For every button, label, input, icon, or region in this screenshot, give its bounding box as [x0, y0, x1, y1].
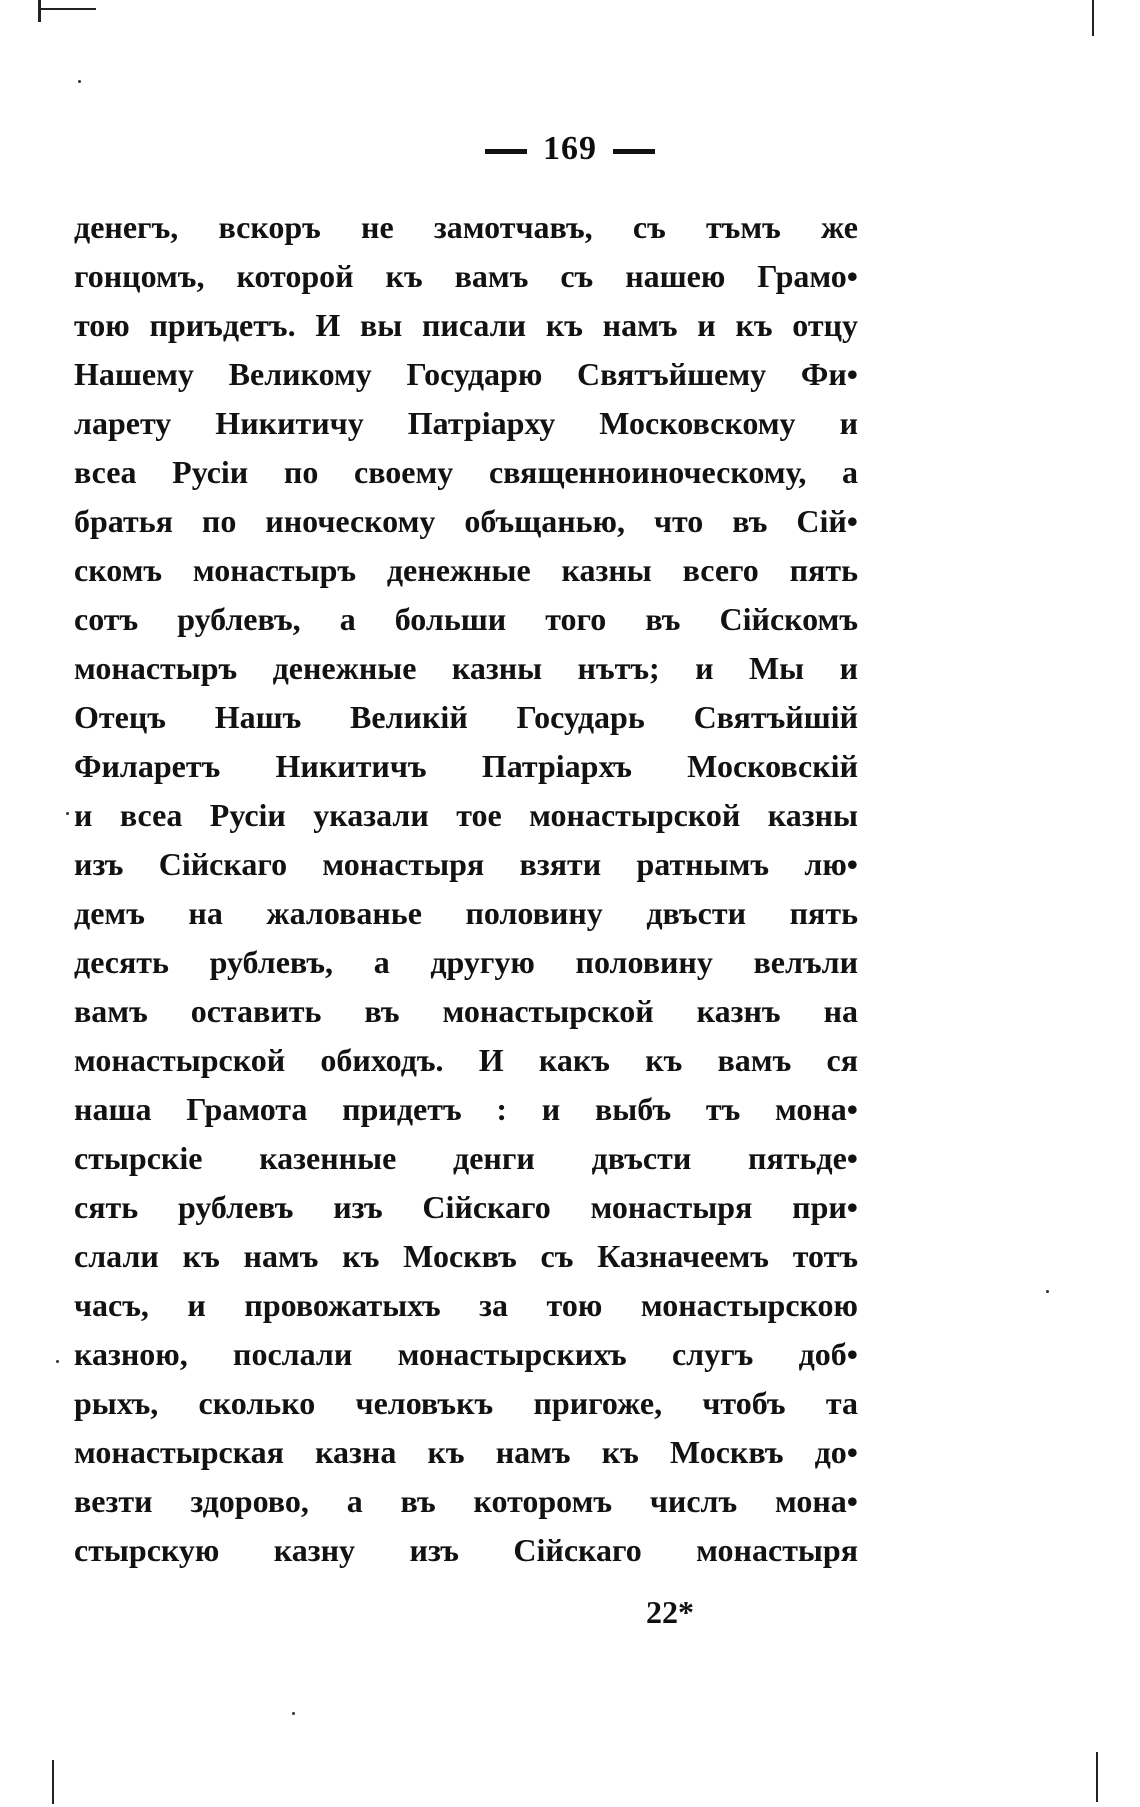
scan-speck — [292, 1712, 295, 1715]
text-line: всеа Русіи по своему священноиноческому, а — [74, 454, 858, 490]
text-line: десять рублевъ, а другую половину велъли — [74, 944, 858, 980]
text-line: монастырской обиходъ. И какъ къ вамъ ся — [74, 1042, 858, 1078]
text-line: Отецъ Нашъ Великій Государь Святъйшій — [74, 699, 858, 735]
text-line: демъ на жалованье половину двъсти пять — [74, 895, 858, 931]
text-line: ларету Никитичу Патріарху Московскому и — [74, 405, 858, 441]
text-line: тою приъдетъ. И вы писали къ намъ и къ отцу — [74, 307, 858, 343]
text-line: вамъ оставить въ монастырской казнъ на — [74, 993, 858, 1029]
text-line: Филаретъ Никитичъ Патріархъ Московскій — [74, 748, 858, 784]
scan-border-mark — [1092, 0, 1094, 36]
scan-border-mark — [38, 8, 96, 10]
text-line: сотъ рублевъ, а больши того въ Сійскомъ — [74, 601, 858, 637]
text-line: наша Грамота придетъ : и выбъ тъ мона• — [74, 1091, 858, 1127]
text-line: Нашему Великому Государю Святъйшему Фи• — [74, 356, 858, 392]
text-line: монастырская казна къ намъ къ Москвъ до• — [74, 1434, 858, 1470]
scan-speck — [66, 812, 69, 815]
text-line: гонцомъ, которой къ вамъ съ нашею Грамо• — [74, 258, 858, 294]
page-number-dash-left — [485, 149, 527, 154]
scan-speck — [1046, 1290, 1049, 1293]
text-line: часъ, и провожатыхъ за тою монастырскою — [74, 1287, 858, 1323]
text-line: слали къ намъ къ Москвъ съ Казначеемъ тотъ — [74, 1238, 858, 1274]
scan-speck — [78, 80, 81, 83]
signature-mark: 22* — [646, 1594, 694, 1630]
scan-border-mark — [38, 0, 41, 22]
text-line: денегъ, вскоръ не замотчавъ, съ тъмъ же — [74, 209, 858, 245]
text-line: монастыръ денежные казны нътъ; и Мы и — [74, 650, 858, 686]
text-line: стырскую казну изъ Сійскаго монастыря — [74, 1532, 858, 1568]
text-line: рыхъ, сколько человъкъ пригоже, чтобъ та — [74, 1385, 858, 1421]
text-line: и всеа Русіи указали тое монастырской казны — [74, 797, 858, 833]
text-line: казною, послали монастырскихъ слугъ доб• — [74, 1336, 858, 1372]
page-number — [0, 130, 1140, 168]
scan-border-mark — [1096, 1752, 1098, 1802]
page-number-text: 169 — [543, 130, 597, 167]
scan-border-mark — [52, 1760, 54, 1804]
body-text — [74, 203, 858, 1575]
text-line: изъ Сійскаго монастыря взяти ратнымъ лю• — [74, 846, 858, 882]
text-line: везти здорово, а въ которомъ числъ мона• — [74, 1483, 858, 1519]
page-number-dash-right — [613, 149, 655, 154]
text-line: скомъ монастыръ денежные казны всего пять — [74, 552, 858, 588]
text-line: стырскіе казенные денги двъсти пятьде• — [74, 1140, 858, 1176]
text-line: сять рублевъ изъ Сійскаго монастыря при• — [74, 1189, 858, 1225]
scan-speck — [56, 1360, 59, 1363]
text-line: братья по иноческому объщанью, что въ Сій• — [74, 503, 858, 539]
